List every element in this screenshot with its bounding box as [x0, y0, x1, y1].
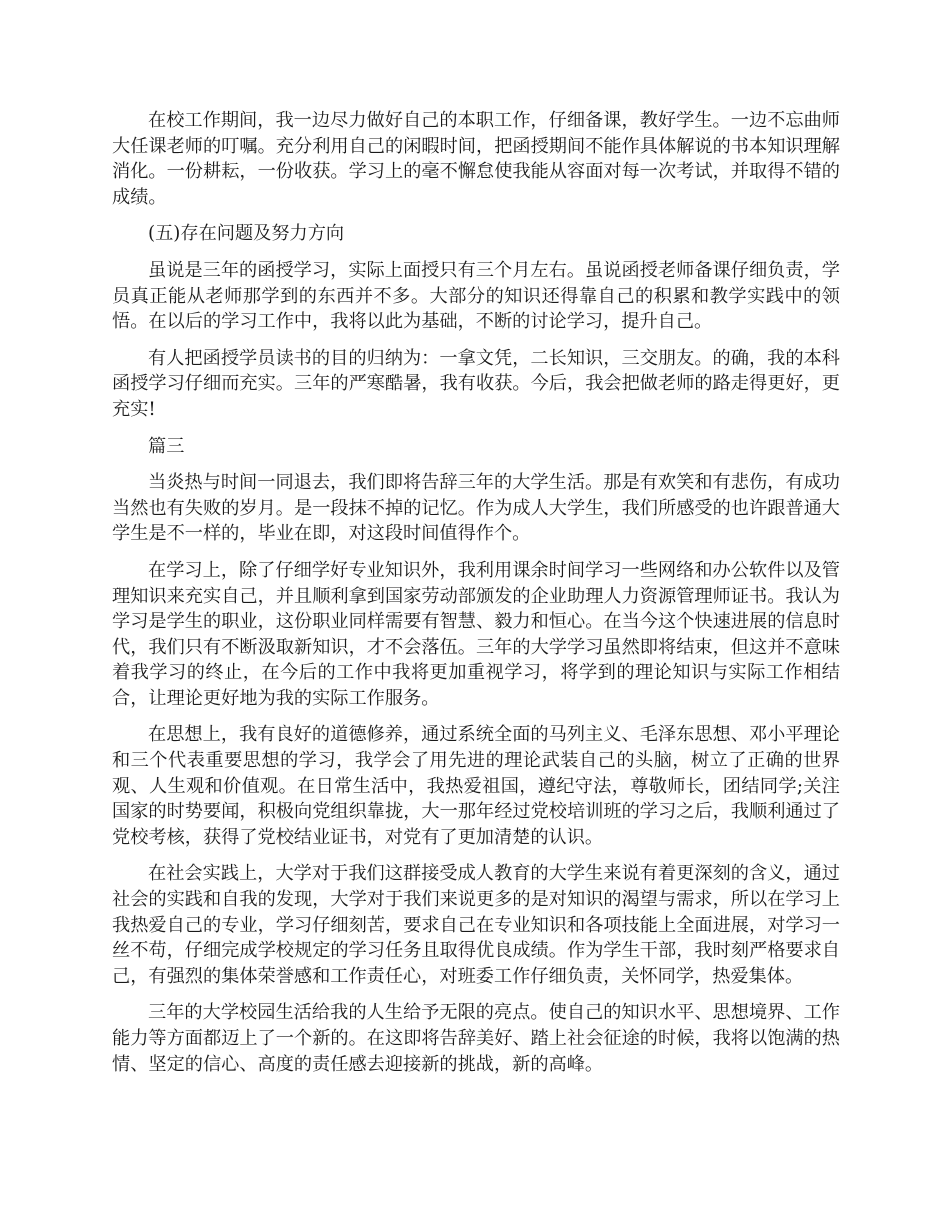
- paragraph-study: 在学习上，除了仔细学好专业知识外，我利用课余时间学习一些网络和办公软件以及管理知识来充实自己，并且顺利拿到国家劳动部颁发的企业助理人力资源管理师证书。我认为学习是学生的职业，这份职业同样需要有智慧、毅力和恒心。在当今这个快速进展的信息时代，我们只有不断汲取新知识，才不会落伍。三年的大学学习虽然即将结束，但这并不意味着我学习的终止，在今后的工作中我将更加重视学习，将学到的理论知识与实际工作相结合，让理论更好地为我的实际工作服务。: [112, 559, 840, 709]
- paragraph-work-period: 在校工作期间，我一边尽力做好自己的本职工作，仔细备课，教好学生。一边不忘曲师大任课老师的叮嘱。充分利用自己的闲暇时间，把函授期间不能作具体解说的书本知识理解消化。一份耕耘，一份收获。学习上的毫不懈怠使我能从容面对每一次考试，并取得不错的成绩。: [112, 110, 840, 208]
- section-heading-part-three: 篇三: [148, 435, 185, 457]
- paragraph-social-practice: 在社会实践上，大学对于我们这群接受成人教育的大学生来说有着更深刻的含义，通过社会的实践和自我的发现，大学对于我们来说更多的是对知识的渴望与需求，所以在学习上我热爱自己的专业，学习仔细刻苦，要求自己在专业知识和各项技能上全面进展，对学习一丝不苟，仔细完成学校规定的学习任务且取得优良成绩。作为学生干部，我时刻严格要求自己，有强烈的集体荣誉感和工作责任心，对班委工作仔细负责，关怀同学，热爱集体。: [112, 863, 840, 987]
- document-page: [112, 108, 840, 1088]
- paragraph-purpose: 有人把函授学员读书的目的归纳为：一拿文凭，二长知识，三交朋友。的确，我的本科函授学习仔细而充实。三年的严寒酷暑，我有收获。今后，我会把做老师的路走得更好，更充实!: [112, 347, 840, 420]
- paragraph-conclusion: 三年的大学校园生活给我的人生给予无限的亮点。使自己的知识水平、思想境界、工作能力等方面都迈上了一个新的。在这即将告辞美好、踏上社会征途的时候，我将以饱满的热情、坚定的信心、高度的责任感去迎接新的挑战，新的高峰。: [112, 1002, 840, 1075]
- paragraph-problems: 虽说是三年的函授学习，实际上面授只有三个月左右。虽说函授老师备课仔细负责，学员真正能从老师那学到的东西并不多。大部分的知识还得靠自己的积累和教学实践中的领悟。在以后的学习工作中，我将以此为基础，不断的讨论学习，提升自己。: [112, 259, 840, 333]
- section-heading-problems: (五)存在问题及努力方向: [148, 223, 345, 245]
- paragraph-farewell: 当炎热与时间一同退去，我们即将告辞三年的大学生活。那是有欢笑和有悲伤，有成功当然也有失败的岁月。是一段抹不掉的记忆。作为成人大学生，我们所感受的也许跟普通大学生是不一样的，毕业在即，对这段时间值得作个。: [112, 472, 840, 545]
- paragraph-ideology: 在思想上，我有良好的道德修养，通过系统全面的马列主义、毛泽东思想、邓小平理论和三个代表重要思想的学习，我学会了用先进的理论武装自己的头脑，树立了正确的世界观、人生观和价值观。在日常生活中，我热爱祖国，遵纪守法，尊敬师长，团结同学;关注国家的时势要闻，积极向党组织靠拢，大一那年经过党校培训班的学习之后，我顺利通过了党校考核，获得了党校结业证书，对党有了更加清楚的认识。: [112, 724, 840, 848]
